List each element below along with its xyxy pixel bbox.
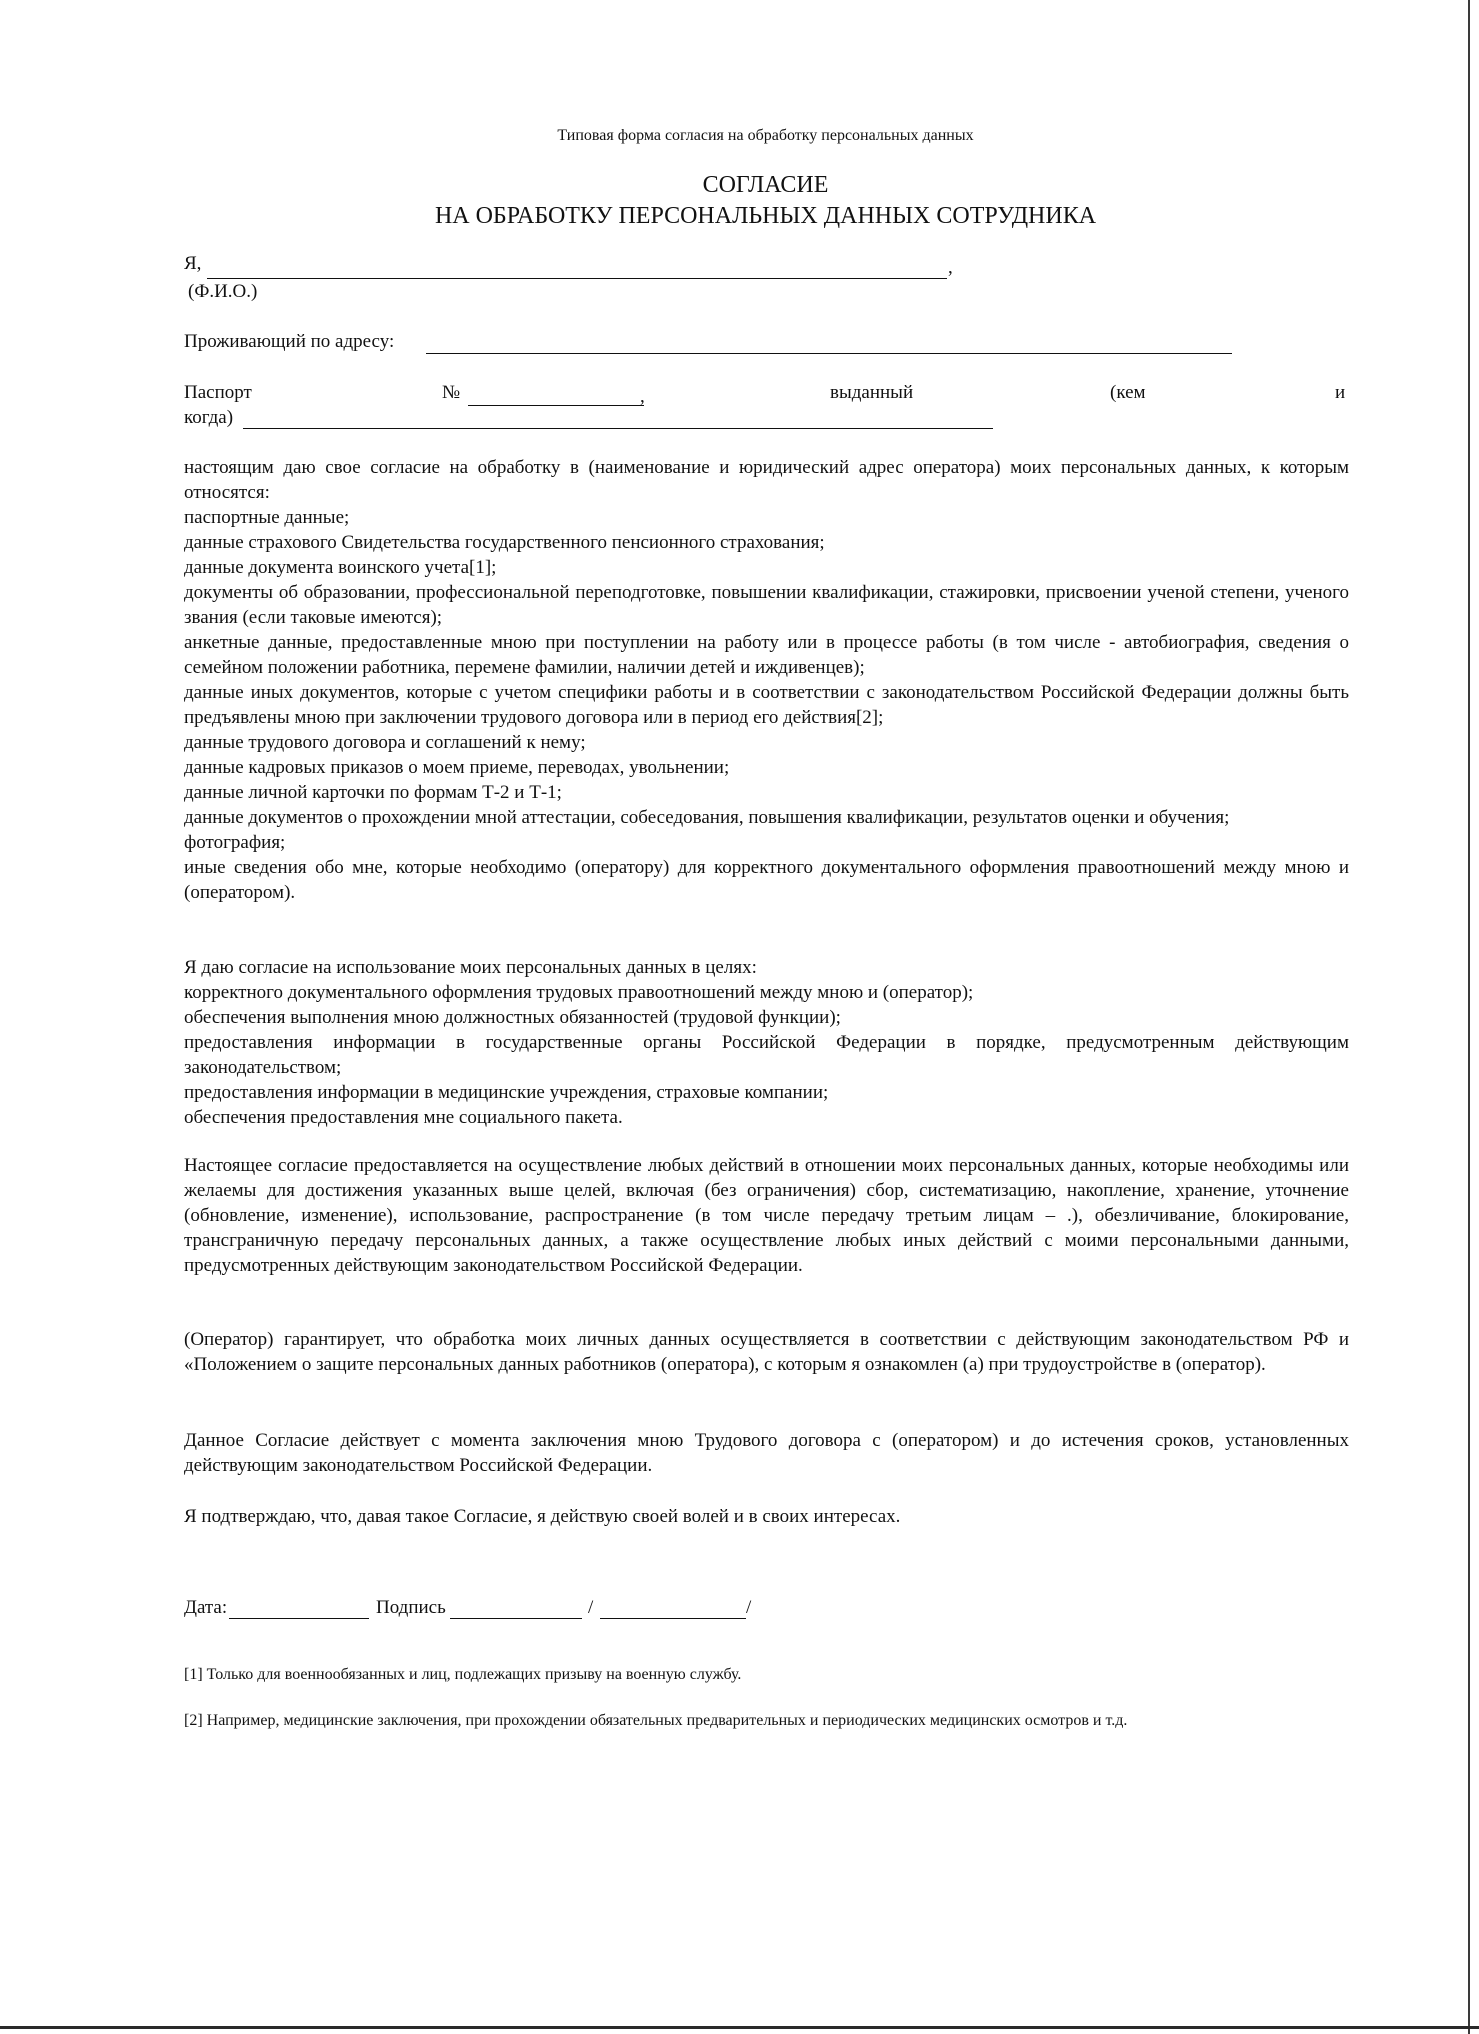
signature-field-line[interactable] <box>450 1618 582 1619</box>
scan-edge-right <box>1468 0 1470 2034</box>
when-label: когда) <box>184 407 234 428</box>
date-label: Дата: <box>184 1597 228 1618</box>
list-item: анкетные данные, предоставленные мною при поступлении на работу или в процессе работы (в том числе - автобиография, сведения о семейном положении работника, перемене фамилии, наличии детей и иждивенцев); <box>184 632 1349 678</box>
fio-field-line[interactable] <box>207 278 947 279</box>
slash-left: / <box>588 1597 594 1618</box>
number-comma: , <box>640 386 645 407</box>
confirm-paragraph <box>184 1504 1349 1529</box>
list-item: настоящим даю свое согласие на обработку в (наименование и юридический адрес оператора) моих персональных данных, к которым относятся: <box>184 457 1349 503</box>
list-item: данные страхового Свидетельства государственного пенсионного страхования; <box>184 532 825 553</box>
slash-right: / <box>746 1597 752 1618</box>
and-label: и <box>1335 382 1346 403</box>
list-item: данные кадровых приказов о моем приеме, переводах, увольнении; <box>184 757 730 778</box>
signature-label: Подпись <box>376 1597 446 1618</box>
issued-by-field-line[interactable] <box>243 428 993 429</box>
paragraph: Я подтверждаю, что, давая такое Согласие, я действую своей волей и в своих интересах. <box>184 1506 901 1527</box>
fio-caption: (Ф.И.О.) <box>188 281 258 302</box>
list-item: данные документов о прохождении мной аттестации, собеседования, повышения квалификации, результатов оценки и обучения; <box>184 807 1230 828</box>
consent-data-list <box>184 455 1349 905</box>
date-field-line[interactable] <box>229 1618 369 1619</box>
footnote-2: [2] Например, медицинские заключения, при прохождении обязательных предварительных и периодических медицинских осмотров и т.д. <box>184 1712 1128 1729</box>
list-item: корректного документального оформления трудовых правоотношений между мною и (оператор); <box>184 982 974 1003</box>
list-item: данные трудового договора и соглашений к нему; <box>184 732 586 753</box>
list-item: иные сведения обо мне, которые необходимо (оператору) для корректного документального оформления правоотношений между мною и (оператором). <box>184 857 1349 903</box>
form-subtitle: Типовая форма согласия на обработку персональных данных <box>557 127 974 144</box>
list-item: Я даю согласие на использование моих персональных данных в целях: <box>184 957 757 978</box>
passport-label: Паспорт <box>184 382 252 403</box>
list-item: предоставления информации в медицинские учреждения, страховые компании; <box>184 1082 829 1103</box>
issued-label: выданный <box>830 382 914 403</box>
footnote-1: [1] Только для военнообязанных и лиц, подлежащих призыву на военную службу. <box>184 1666 742 1683</box>
list-item: данные иных документов, которые с учетом специфики работы и в соответствии с законодательством Российской Федерации должны быть предъявлены мною при заключении трудового договора или в период его действия[2]; <box>184 682 1349 728</box>
passport-number-field-line[interactable] <box>468 405 644 406</box>
validity-paragraph <box>184 1428 1349 1478</box>
paragraph: (Оператор) гарантирует, что обработка моих личных данных осуществляется в соответствии с действующим законодательством РФ и «Положением о защите персональных данных работников (оператора), с которым я ознакомлен (а) при трудоустройстве в (оператор). <box>184 1329 1349 1375</box>
list-item: паспортные данные; <box>184 507 350 528</box>
list-item: данные личной карточки по формам Т-2 и Т-1; <box>184 782 562 803</box>
scan-edge-bottom <box>0 2026 1479 2029</box>
list-item: обеспечения предоставления мне социального пакета. <box>184 1107 623 1128</box>
i-label: Я, <box>184 253 202 274</box>
list-item: предоставления информации в государственные органы Российской Федерации в порядке, предусмотренным действующим законодательством; <box>184 1032 1349 1078</box>
document-title: СОГЛАСИЕ <box>702 172 829 198</box>
paragraph: Настоящее согласие предоставляется на осуществление любых действий в отношении моих персональных данных, которые необходимы или желаемы для достижения указанных выше целей, включая (без ограничения) сбор, систематизацию, накопление, хранение, уточнение (обновление, изменение), использование, распространение (в том числе передачу третьим лицам – .), обезличивание, блокирование, трансграничную передачу персональных данных, а также осуществление любых иных действий с моими персональными данными, предусмотренных действующим законодательством Российской Федерации. <box>184 1155 1349 1276</box>
number-label: № <box>442 382 461 403</box>
guarantee-paragraph <box>184 1327 1349 1377</box>
actions-paragraph <box>184 1153 1349 1278</box>
document-title-subline: НА ОБРАБОТКУ ПЕРСОНАЛЬНЫХ ДАННЫХ СОТРУДНИКА <box>434 203 1097 229</box>
name-transcript-field-line[interactable] <box>600 1618 746 1619</box>
list-item: фотография; <box>184 832 286 853</box>
address-field-line[interactable] <box>426 353 1232 354</box>
by-whom-label: (кем <box>1110 382 1146 403</box>
paragraph: Данное Согласие действует с момента заключения мною Трудового договора с (оператором) и до истечения сроков, установленных действующим законодательством Российской Федерации. <box>184 1430 1349 1476</box>
list-item: данные документа воинского учета[1]; <box>184 557 497 578</box>
fio-comma: , <box>948 257 953 278</box>
purposes-list <box>184 955 1349 1130</box>
list-item: документы об образовании, профессиональной переподготовке, повышении квалификации, стажировки, присвоении ученой степени, ученого звания (если таковые имеются); <box>184 582 1349 628</box>
list-item: обеспечения выполнения мною должностных обязанностей (трудовой функции); <box>184 1007 841 1028</box>
address-label: Проживающий по адресу: <box>184 331 395 352</box>
